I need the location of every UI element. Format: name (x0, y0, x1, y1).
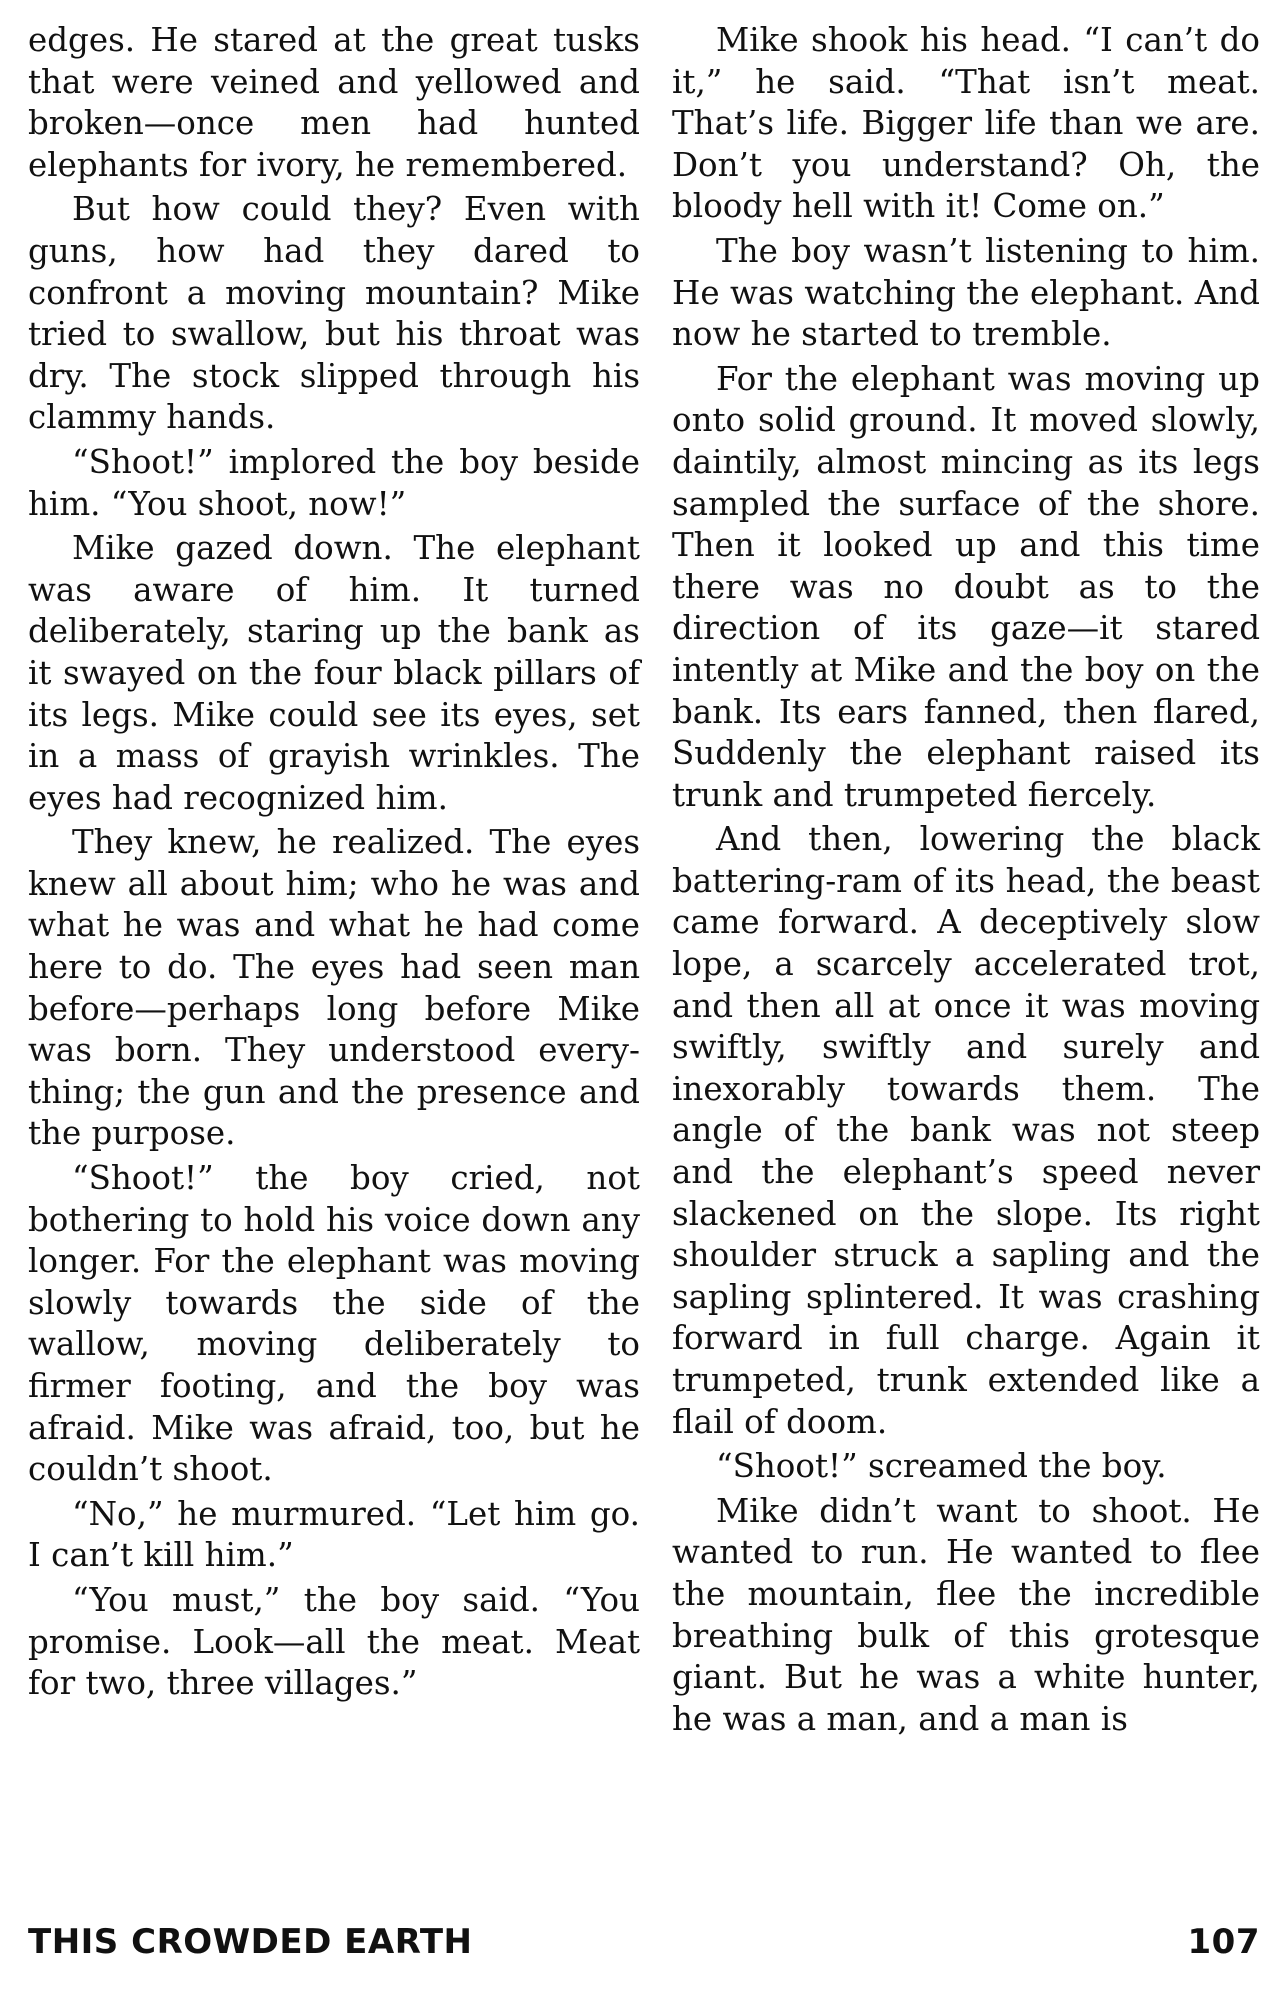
paragraph-right-5: “Shoot!” screamed the boy. (716, 1447, 1167, 1486)
paragraph-right-3: For the elephant was moving up onto solid ground. It moved slowly, daintily, almost mincing as its legs sampled the surface of the shore. Then it looked up and this time there was no doubt as to the direction of its gaze—it stared intently at Mike and the boy on the bank. Its ears fanned, then flared, Suddenly the elephant raised its trunk and trumpeted fiercely. (672, 359, 1260, 814)
paragraph-right-4: And then, lowering the black battering-ram of its head, the beast came forward. A deceptively slow lope, a scarcely accelerated trot, and then all at once it was moving swiftly, swiftly and surely and inexorably towards them. The angle of the bank was not steep and the elephant’s speed never slackened on the slope. Its right shoulder struck a sapling and the sapling splintered. It was crashing forward in full charge. Again it trumpeted, trunk extended like a flail of doom. (672, 820, 1260, 1441)
paragraph-left-5: They knew, he realized. The eyes knew all about him; who he was and what he was and what he had come here to do. The eyes had seen man before—perhaps long before Mike was born. They understood everything; the gun and the presence and the purpose. (28, 823, 640, 1153)
paragraph-right-1: Mike shook his head. “I can’t do it,” he said. “That isn’t meat. That’s life. Bigger life than we are. Don’t you understand? Oh, the bloody hell with it! Come on.” (672, 21, 1260, 226)
right-text-column (672, 20, 1260, 1743)
paragraph-right-2: The boy wasn’t listening to him. He was watching the elephant. And now he started to tremble. (672, 231, 1260, 354)
running-title: THIS CROWDED EARTH (28, 1922, 473, 1962)
left-text-column (28, 20, 640, 1708)
paragraph-left-3: “Shoot!” implored the boy beside him. “You shoot, now!” (28, 442, 640, 523)
paragraph-right-6: Mike didn’t want to shoot. He wanted to run. He wanted to flee the mountain, flee the incredible breathing bulk of this grotesque giant. But he was a white hunter, he was a man, and a man is (672, 1491, 1260, 1738)
paragraph-left-8: “You must,” the boy said. “You promise. Look—all the meat. Meat for two, three villages.” (28, 1580, 640, 1703)
page-footer (28, 1922, 1260, 1972)
paragraph-left-1: edges. He stared at the great tusks that were veined and yellowed and broken—once men had hunted elephants for ivory, he remembered. (28, 21, 640, 184)
paragraph-left-4: Mike gazed down. The elephant was aware of him. It turned deliberately, staring up the bank as it swayed on the four black pillars of its legs. Mike could see its eyes, set in a mass of grayish wrinkles. The eyes had recognized him. (28, 529, 640, 817)
page-number: 107 (1187, 1922, 1260, 1962)
paragraph-left-2: But how could they? Even with guns, how had they dared to confront a moving mountain? Mike tried to swallow, but his throat was dry. The stock slipped through his clammy hands. (28, 190, 640, 437)
paragraph-left-7: “No,” he murmured. “Let him go. I can’t kill him.” (28, 1494, 640, 1575)
paragraph-left-6: “Shoot!” the boy cried, not bothering to hold his voice down any longer. For the elephant was moving slowly towards the side of the wallow, moving deliberately to firmer footing, and the boy was afraid. Mike was afraid, too, but he couldn’t shoot. (28, 1159, 640, 1489)
